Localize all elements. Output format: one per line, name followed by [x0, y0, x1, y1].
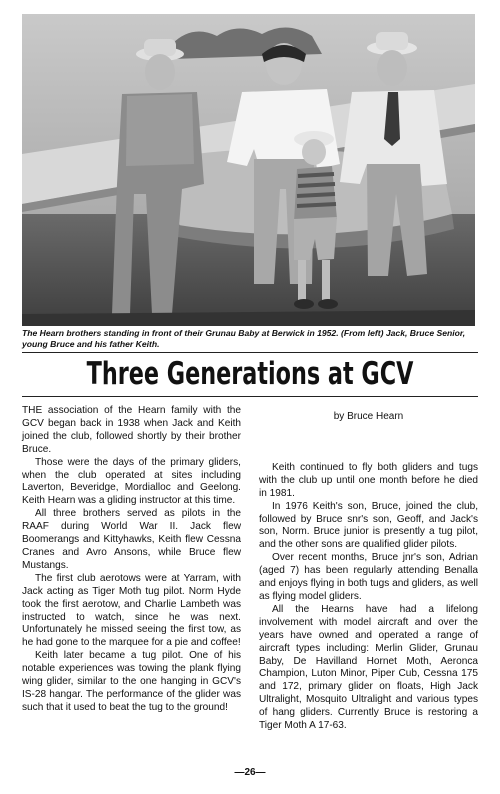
photo-hearn-brothers: [22, 14, 475, 326]
article-column-right: [259, 405, 478, 733]
paragraph: Those were the days of the primary gliders, when the club operated at sites including Laverton, Beveridge, Mordialloc and Geelong. Keith Hearn was a gliding instructor at this time.: [22, 456, 241, 507]
photo-image: [22, 14, 475, 326]
paragraph: All three brothers served as pilots in the RAAF during World War II. Jack flew Boomerangs and Kittyhawks, Keith flew Cessna Cranes and Avro Ansons, while Bruce flew Mustangs.: [22, 508, 241, 571]
paragraph: In 1976 Keith's son, Bruce, joined the club, followed by Bruce snr's son, Geoff, and Jack's son, Norm. Bruce junior is presently a tug pilot, and the other sons are qualified glider pilots.: [259, 500, 478, 551]
paragraph: Keith later became a tug pilot. One of his notable experiences was towing the plank flying wing glider, similar to the one hanging in GCV's IS-28 hangar. The performance of the glider was such that it used to beat the tug to the ground!: [22, 650, 241, 713]
paragraph: Keith continued to fly both gliders and tugs with the club up until one month before he died in 1981.: [259, 461, 478, 499]
paragraph: The first club aerotows were at Yarram, with Jack acting as Tiger Moth tug pilot. Norm Hyde took the first aerotow, and Charlie Lambeth was instructed to watch, since he was next. Unfortunately he missed seeing the first tow, as he had gone to the marquee for a pie and coffee!: [22, 572, 241, 649]
paragraph: All the Hearns have had a lifelong involvement with model aircraft and over the years have owned and operated a range of aircraft types including: Merlin Glider, Grunau Baby, De Havilland Hornet Moth, Aeronca Champion, Luton Minor, Piper Cub, Cessna 175 and 172, primary glider on floats, High Jack Ultralight, Mosquito Ultralight and various types of hang gliders. Currently Bruce is restoring a Tiger Moth A 17-63.: [259, 603, 478, 732]
page-number: —26—: [234, 767, 266, 778]
article-title: Three Generations at GCV: [86, 356, 414, 392]
photo-caption: The Hearn brothers standing in front of their Grunau Baby at Berwick in 1952. (From left) Jack, Bruce Senior, young Bruce and his father Keith.: [22, 328, 466, 349]
paragraph: THE association of the Hearn family with the GCV began back in 1938 when Jack and Keith joined the club, followed shortly by their brother Bruce.: [22, 405, 241, 455]
paragraph: Over recent months, Bruce jnr's son, Adrian (aged 7) has been regularly attending Benalla and enjoys flying in both tugs and gliders, as well as flying model gliders.: [259, 552, 478, 602]
divider-top: [22, 352, 478, 353]
byline: by Bruce Hearn: [333, 411, 404, 422]
divider-bottom: [22, 396, 478, 397]
article-column-left: [22, 405, 241, 715]
